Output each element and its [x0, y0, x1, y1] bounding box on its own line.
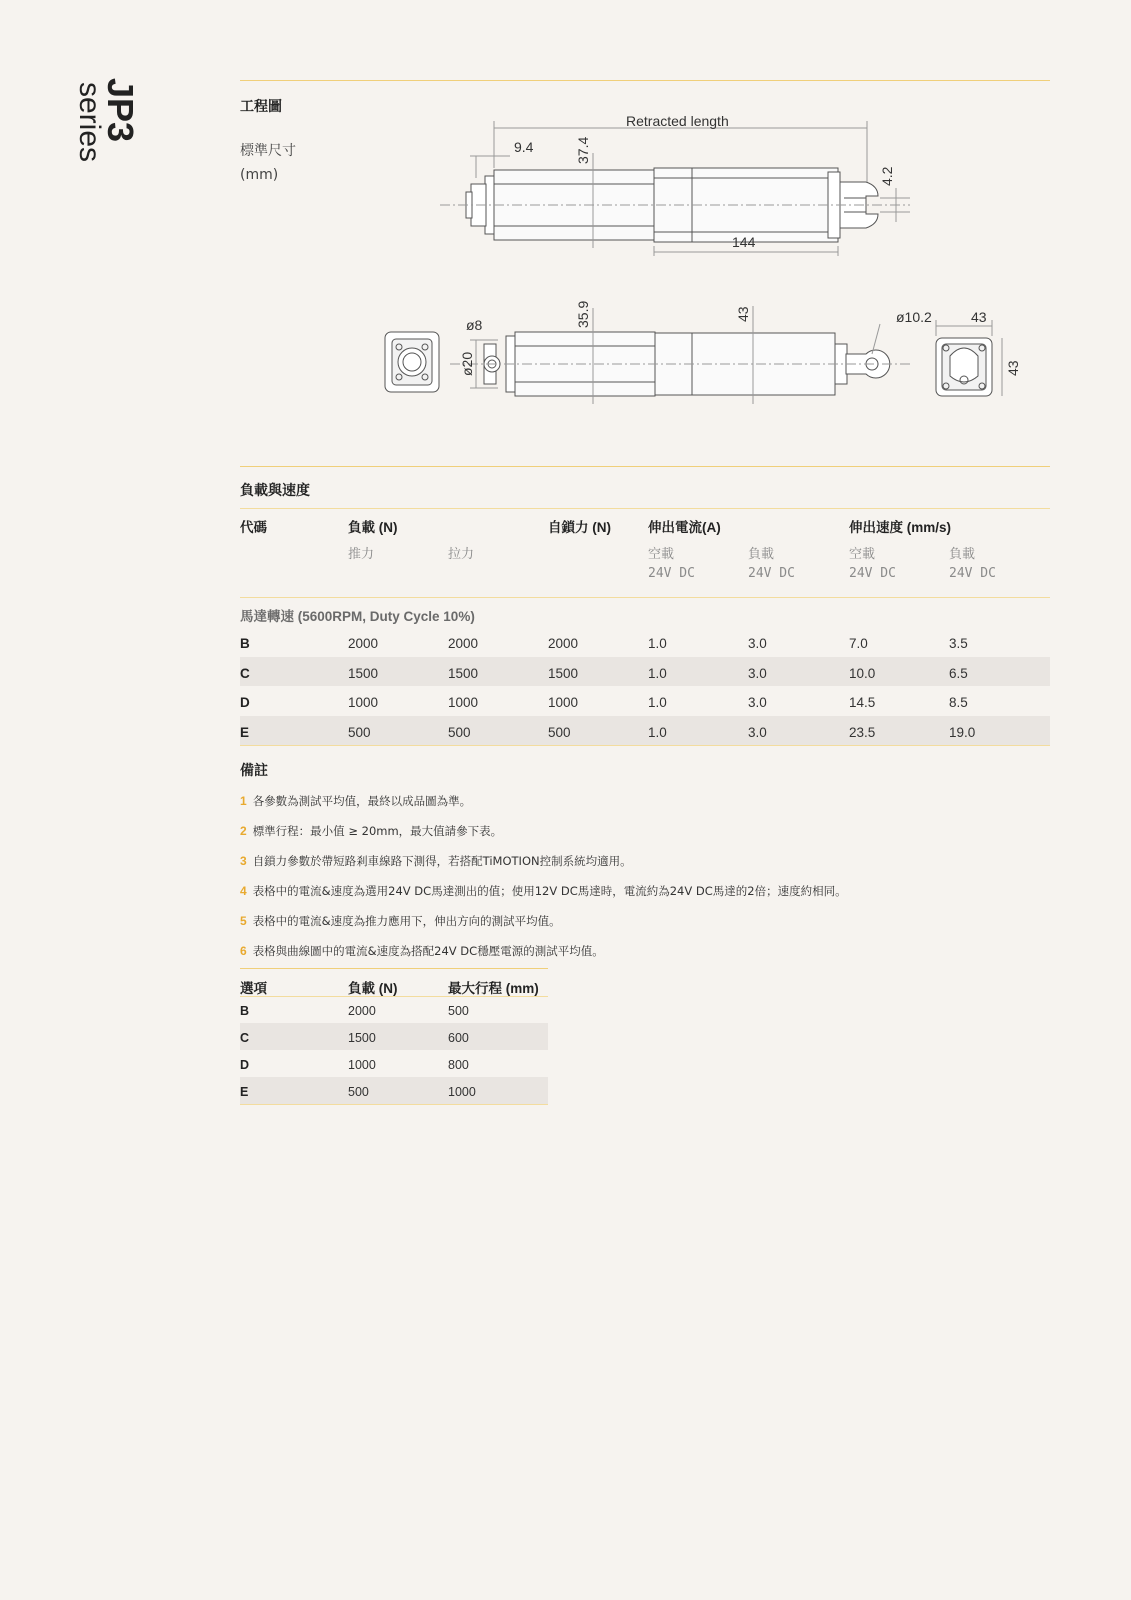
load-cell-pull: 500	[448, 724, 471, 740]
load-cell-cur1: 3.0	[748, 724, 767, 740]
load-cell-cur1: 3.0	[748, 636, 767, 651]
note-number: 3	[240, 854, 247, 868]
load-cell-code: E	[240, 724, 250, 740]
series-tag	[73, 78, 141, 208]
stroke-table-top-rule	[240, 968, 548, 969]
note-text: 表格中的電流&速度為推力應用下，伸出方向的測試平均值。	[252, 914, 561, 928]
load-cell-spd0: 7.0	[849, 636, 868, 651]
hdr-push: 推力	[348, 547, 375, 562]
note-item	[240, 823, 502, 839]
note-text: 自鎖力參數於帶短路剎車線路下測得，若搭配TiMOTION控制系統均適用。	[252, 854, 632, 868]
load-cell-code: D	[240, 695, 250, 710]
note-item	[240, 913, 561, 929]
stroke-cell-max: 1000	[448, 1085, 476, 1099]
note-text: 標準行程：最小值 ≥ 20mm，最大值請參下表。	[252, 824, 503, 838]
note-item	[240, 883, 847, 899]
dim-9-4: 9.4	[514, 139, 534, 155]
hdr-load-s: 負載 24V DC	[949, 547, 996, 581]
unit-label: (mm)	[240, 167, 279, 183]
note-item	[240, 943, 604, 959]
stroke-cell-max: 500	[448, 1004, 469, 1018]
stroke-cell-opt: E	[240, 1085, 249, 1099]
load-cell-lock: 500	[548, 724, 571, 740]
load-cell-lock: 1000	[548, 695, 579, 710]
load-cell-spd1: 3.5	[949, 636, 968, 651]
hdr-current: 伸出電流(A)	[648, 520, 721, 535]
load-cell-cur1: 3.0	[748, 665, 767, 681]
note-number: 6	[240, 944, 247, 958]
load-cell-cur0: 1.0	[648, 665, 667, 681]
load-cell-pull: 1000	[448, 695, 479, 710]
load-cell-spd0: 14.5	[849, 695, 876, 710]
stroke-cell-load: 500	[348, 1085, 369, 1099]
load-cell-spd1: 19.0	[949, 724, 976, 740]
load-cell-cur0: 1.0	[648, 695, 667, 710]
stroke-band-e	[240, 1077, 548, 1104]
section-rule-load	[240, 466, 1050, 467]
stroke-cell-load: 2000	[348, 1004, 376, 1018]
note-item	[240, 853, 632, 869]
load-cell-lock: 2000	[548, 636, 579, 651]
load-cell-code: B	[240, 636, 250, 651]
stroke-hdr-option: 選項	[240, 981, 267, 996]
stroke-band-c	[240, 1023, 548, 1050]
load-cell-pull: 2000	[448, 636, 479, 651]
stroke-cell-max: 800	[448, 1058, 469, 1072]
motor-speed-group: 馬達轉速 (5600RPM, Duty Cycle 10%)	[240, 609, 475, 624]
note-number: 2	[240, 824, 247, 838]
hdr-speed: 伸出速度 (mm/s)	[849, 520, 952, 535]
load-cell-pull: 1500	[448, 665, 479, 681]
dim-144: 144	[732, 234, 756, 250]
dim-37-4: 37.4	[575, 136, 591, 164]
dim-dia-20: ø20	[459, 351, 475, 376]
note-number: 5	[240, 914, 247, 928]
table-bottom-rule	[240, 745, 1050, 746]
note-item	[240, 793, 471, 809]
stroke-cell-opt: B	[240, 1004, 250, 1018]
hdr-code: 代碼	[240, 520, 267, 535]
load-cell-spd0: 23.5	[849, 724, 876, 740]
load-cell-spd0: 10.0	[849, 665, 876, 681]
stroke-cell-opt: C	[240, 1031, 250, 1045]
notes-title: 備註	[240, 763, 268, 779]
note-text: 各參數為測試平均值，最終以成品圖為準。	[252, 794, 472, 808]
dim-dia-8: ø8	[466, 317, 483, 333]
stroke-hdr-load: 負載 (N)	[348, 981, 398, 996]
std-size-label: 標準尺寸	[240, 143, 296, 159]
section-rule-top	[240, 80, 1050, 81]
note-number: 1	[240, 794, 247, 808]
series-word: series	[73, 82, 106, 163]
load-cell-cur1: 3.0	[748, 695, 767, 710]
dim-43-height: 43	[1005, 360, 1021, 376]
hdr-pull: 拉力	[448, 547, 475, 562]
hdr-noload-s: 空載 24V DC	[849, 547, 896, 581]
stroke-cell-load: 1000	[348, 1058, 376, 1072]
load-cell-cur0: 1.0	[648, 724, 667, 740]
stroke-hdr-max: 最大行程 (mm)	[448, 981, 539, 996]
load-cell-push: 1000	[348, 695, 379, 710]
drawing-title: 工程圖	[240, 99, 282, 115]
table-top-rule	[240, 508, 1050, 509]
dim-35-9: 35.9	[575, 300, 591, 328]
load-cell-push: 500	[348, 724, 371, 740]
hdr-noload-a: 空載 24V DC	[648, 547, 695, 581]
load-cell-spd1: 8.5	[949, 695, 968, 710]
hdr-load-a: 負載 24V DC	[748, 547, 795, 581]
load-cell-spd1: 6.5	[949, 665, 968, 681]
dim-43-width: 43	[971, 309, 987, 325]
stroke-cell-max: 600	[448, 1031, 469, 1045]
stroke-cell-opt: D	[240, 1058, 250, 1072]
load-cell-code: C	[240, 665, 250, 681]
hdr-load: 負載 (N)	[348, 520, 398, 535]
dim-43-body: 43	[735, 306, 751, 322]
load-cell-push: 2000	[348, 636, 379, 651]
stroke-bottom-rule	[240, 1104, 548, 1105]
note-text: 表格與曲線圖中的電流&速度為搭配24V DC穩壓電源的測試平均值。	[252, 944, 604, 958]
stroke-cell-load: 1500	[348, 1031, 376, 1045]
note-number: 4	[240, 884, 247, 898]
header-bottom-rule	[240, 597, 1050, 598]
series-model: JP3	[100, 78, 141, 143]
stroke-header-rule	[240, 996, 548, 997]
dim-4-2: 4.2	[879, 166, 895, 186]
engineering-drawing	[380, 108, 1050, 428]
load-cell-cur0: 1.0	[648, 636, 667, 651]
load-cell-lock: 1500	[548, 665, 579, 681]
hdr-selflock: 自鎖力 (N)	[548, 520, 611, 535]
note-text: 表格中的電流&速度為選用24V DC馬達測出的值；使用12V DC馬達時，電流約為24V DC馬達的2倍；速度約相同。	[252, 884, 847, 898]
dim-retracted: Retracted length	[626, 113, 729, 129]
dim-dia-10-2: ø10.2	[896, 309, 932, 325]
load-title: 負載與速度	[240, 483, 310, 499]
load-cell-push: 1500	[348, 665, 379, 681]
